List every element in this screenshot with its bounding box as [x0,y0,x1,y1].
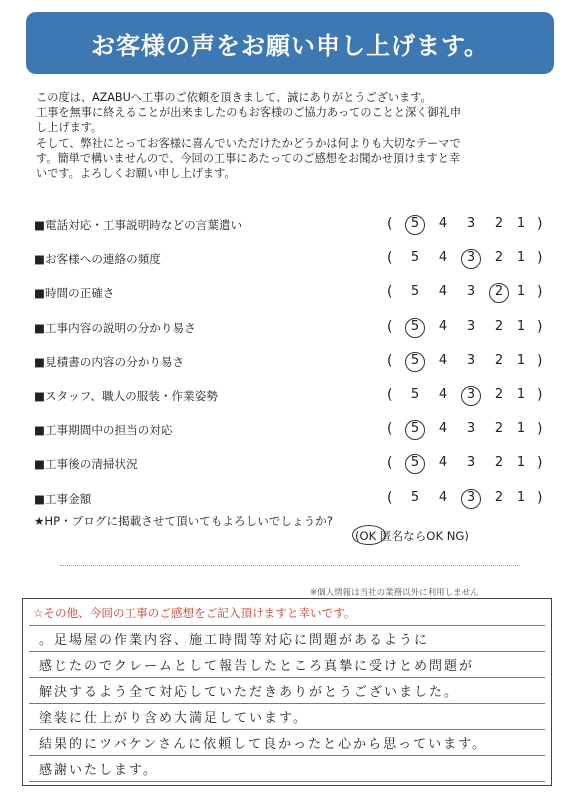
rating-label: ■時間の正確さ [34,286,115,301]
scale-close-paren: ) [537,250,543,267]
rating-scale[interactable] [387,318,547,338]
score-option-5[interactable]: 5 [410,318,420,334]
scale-close-paren: ) [537,489,543,506]
score-option-4[interactable]: 4 [438,318,448,334]
score-option-1[interactable]: 1 [516,387,526,402]
score-option-5[interactable]: 5 [410,284,420,300]
score-option-3[interactable]: 3 [466,250,476,266]
scale-open-paren: ( [387,250,393,267]
score-option-1[interactable]: 1 [516,216,526,231]
ruled-line [29,651,545,652]
score-option-4[interactable]: 4 [438,250,448,266]
score-option-2[interactable]: 2 [494,318,504,334]
handwritten-line: 感謝いたします。 [39,763,158,778]
score-option-3[interactable]: 3 [466,284,476,300]
rating-row [34,318,554,338]
comment-header: ☆その他、今回の工事のご感想をご記入頂けますと幸いです。 [33,606,356,620]
rating-row [34,352,554,372]
score-option-3[interactable]: 3 [466,352,476,368]
score-option-2[interactable]: 2 [494,489,504,505]
score-option-5[interactable]: 5 [410,352,420,368]
scale-open-paren: ( [387,216,393,232]
score-option-1[interactable]: 1 [516,352,526,368]
rating-row [34,249,554,269]
score-option-1[interactable]: 1 [516,489,526,505]
rating-scale[interactable] [387,386,547,406]
ruled-line [29,625,545,626]
rating-label: ■工事後の清掃状況 [34,457,138,472]
intro-line: 工事を無事に終えることが出来ましたのもお客様のご協力あってのことと深く御礼申 [36,106,462,120]
rating-label: ■工事金額 [34,491,92,506]
score-option-2[interactable]: 2 [494,284,504,300]
rating-row [34,386,554,406]
rating-scale[interactable] [387,489,547,509]
score-option-3[interactable]: 3 [466,387,476,402]
handwritten-line: 。足場屋の作業内容、施工時間等対応に問題があるように [39,633,430,648]
comment-box [22,598,552,786]
ruled-line [29,729,545,730]
rating-scale[interactable] [387,215,547,235]
scale-open-paren: ( [387,455,393,472]
rating-scale[interactable] [387,249,547,269]
ruled-line [29,781,545,782]
scale-close-paren: ) [537,284,543,301]
handwritten-line: 感じたのでクレームとして報告したところ真摯に受けとめ問題が [39,659,475,674]
selected-score-circle [405,454,425,474]
score-option-3[interactable]: 3 [466,216,476,231]
rating-row [34,420,554,440]
scan-divider [60,565,520,568]
header-banner [26,12,554,74]
intro-line: この度は、AZABUへ工事のご依頼を頂きまして、誠にありがとうございます。 [36,91,432,104]
selected-score-circle [405,215,425,235]
score-option-1[interactable]: 1 [516,284,526,300]
scale-open-paren: ( [387,352,393,369]
scale-open-paren: ( [387,387,393,403]
scale-close-paren: ) [537,455,543,472]
scale-open-paren: ( [387,489,393,506]
score-option-4[interactable]: 4 [438,216,448,231]
rating-row [34,215,554,235]
ruled-line [29,677,545,678]
scale-open-paren: ( [387,421,393,438]
hp-permission-question: ★HP・ブログに掲載させて頂いてもよろしいでしょうか? [34,514,333,528]
rating-scale[interactable] [387,352,547,372]
selected-score-circle [405,318,425,338]
scale-close-paren: ) [537,421,543,438]
rating-scale[interactable] [387,454,547,474]
selected-score-circle [405,420,425,440]
score-option-2[interactable]: 2 [494,455,504,471]
scale-close-paren: ) [537,352,543,369]
selected-score-circle [461,249,481,269]
handwritten-line: 塗装に仕上がり含め大満足しています。 [39,711,308,726]
rating-label: ■電話対応・工事説明時などの言葉遣い [34,218,243,232]
rating-label: ■工事内容の説明の分かり易さ [34,320,196,335]
score-option-5[interactable]: 5 [410,387,420,402]
scale-close-paren: ) [537,387,543,403]
intro-line: し上げます。 [36,121,103,135]
score-option-5[interactable]: 5 [410,489,420,505]
intro-line: いです。よろしくお願い申し上げます。 [36,167,236,181]
score-option-1[interactable]: 1 [516,250,526,266]
score-option-5[interactable]: 5 [410,421,420,437]
rating-row [34,454,554,474]
rating-label: ■工事期間中の担当の対応 [34,423,173,438]
score-option-2[interactable]: 2 [494,216,504,231]
handwritten-line: 解決するよう全て対応していただきありがとうございました。 [39,685,460,700]
page-title: お客様の声をお願い申し上げます。 [90,31,490,60]
privacy-footnote: ※個人情報は当社の業務以外に利用しません [310,588,479,598]
ruled-line [29,703,545,704]
ruled-line [29,755,545,756]
score-option-4[interactable]: 4 [438,489,448,505]
scale-open-paren: ( [387,318,393,335]
rating-row [34,283,554,303]
score-option-2[interactable]: 2 [494,352,504,368]
handwritten-line: 結果的にツバケンさんに依頼して良かったと心から思っています。 [39,737,488,752]
rating-row [34,489,554,509]
selected-score-circle [489,283,509,303]
score-option-4[interactable]: 4 [438,455,448,471]
selected-score-circle [461,489,481,509]
rating-label: ■スタッフ、職人の服装・作業姿勢 [34,389,218,403]
score-option-3[interactable]: 3 [466,318,476,334]
rating-scale[interactable] [387,283,547,303]
score-option-4[interactable]: 4 [438,421,448,437]
score-option-4[interactable]: 4 [438,284,448,300]
intro-line: そして、弊社にとってお客様に喜んでいただけたかどうかは何よりも大切なテーマで [36,136,461,150]
score-option-3[interactable]: 3 [466,489,476,505]
score-option-3[interactable]: 3 [466,421,476,437]
scale-close-paren: ) [537,216,543,232]
score-option-5[interactable]: 5 [410,250,420,266]
hp-permission-options[interactable]: (OK 匿名ならOK NG) [355,529,469,543]
intro-line: す。簡単で構いませんので、今回の工事にあたってのご感想をお聞かせ頂けますと幸 [36,151,461,165]
scale-open-paren: ( [387,284,393,301]
selected-score-circle [405,352,425,372]
scale-close-paren: ) [537,318,543,335]
selected-score-circle [461,386,481,406]
score-option-2[interactable]: 2 [494,421,504,437]
score-option-3[interactable]: 3 [466,455,476,471]
score-option-1[interactable]: 1 [516,455,526,471]
score-option-4[interactable]: 4 [438,387,448,402]
score-option-1[interactable]: 1 [516,421,526,437]
score-option-2[interactable]: 2 [494,250,504,266]
intro-text [36,90,556,181]
score-option-4[interactable]: 4 [438,352,448,368]
score-option-5[interactable]: 5 [410,455,420,471]
rating-scale[interactable] [387,420,547,440]
rating-label: ■見積書の内容の分かり易さ [34,354,185,369]
score-option-1[interactable]: 1 [516,318,526,334]
score-option-5[interactable]: 5 [410,216,420,231]
score-option-2[interactable]: 2 [494,387,504,402]
rating-label: ■お客様への連絡の頻度 [34,252,161,267]
